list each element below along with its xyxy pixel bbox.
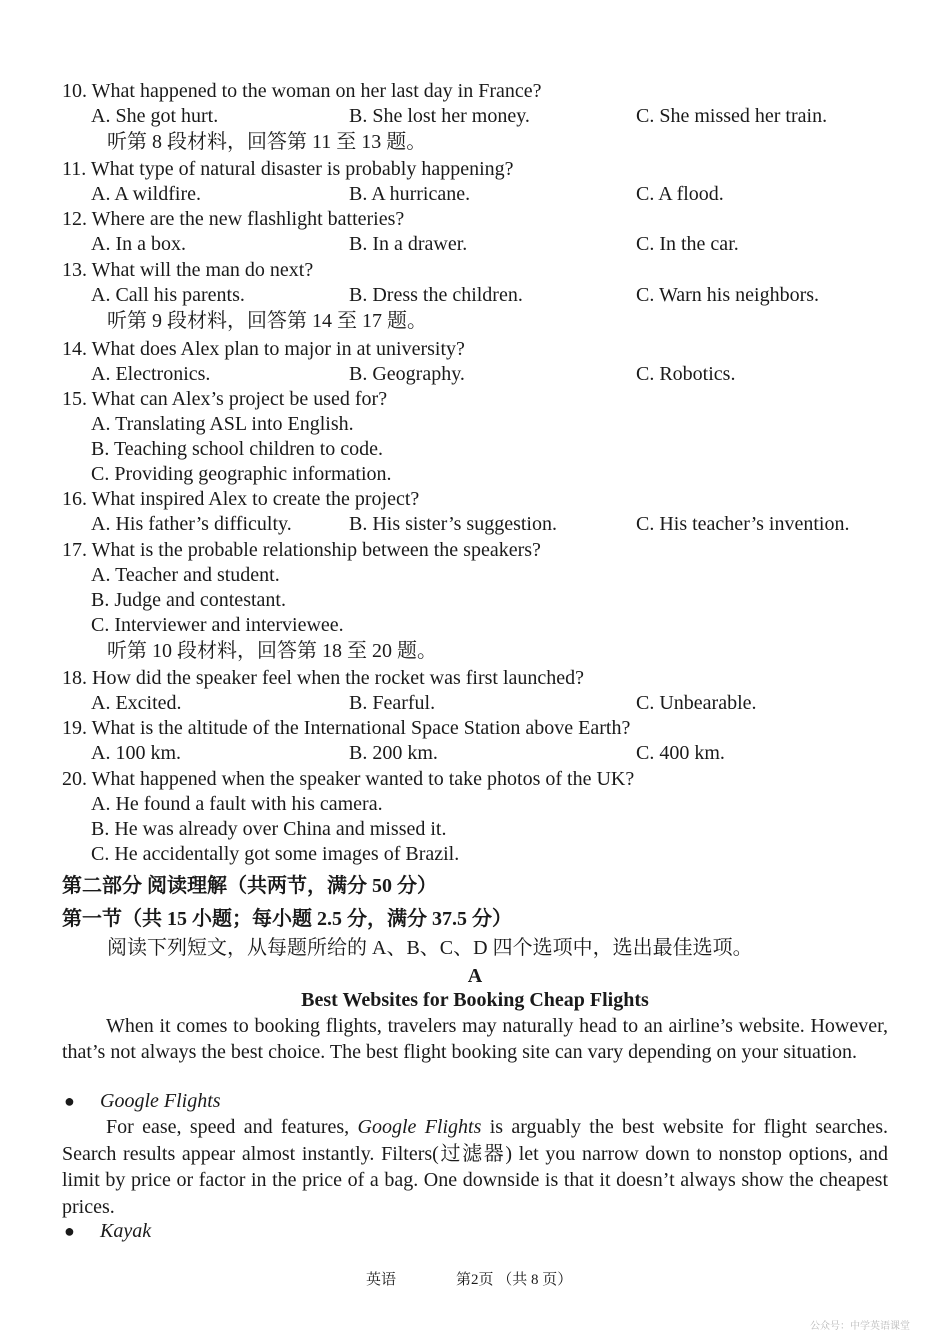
question-13-option-b: B. Dress the children. — [349, 284, 523, 306]
question-11-option-c: C. A flood. — [636, 183, 724, 205]
question-16-option-c: C. His teacher’s invention. — [636, 513, 850, 535]
question-14-option-c: C. Robotics. — [636, 363, 736, 385]
question-12-stem: 12. Where are the new flashlight batteries? — [62, 208, 405, 230]
question-12-option-c: C. In the car. — [636, 233, 739, 255]
description-lead: For ease, speed and features, — [106, 1116, 358, 1138]
question-10-stem: 10. What happened to the woman on her last day in France? — [62, 80, 542, 102]
footer-subject: 英语 — [366, 1272, 397, 1288]
question-15-option-a: A. Translating ASL into English. — [91, 413, 354, 435]
question-15-stem: 15. What can Alex’s project be used for? — [62, 388, 388, 410]
question-17-option-a: A. Teacher and student. — [91, 564, 280, 586]
instruction-section-10: 听第 10 段材料，回答第 18 至 20 题。 — [107, 640, 437, 662]
question-14-option-b: B. Geography. — [349, 363, 465, 385]
question-20-option-c: C. He accidentally got some images of Brazil. — [91, 843, 460, 865]
question-11-option-a: A. A wildfire. — [91, 183, 201, 205]
item-kayak-name: Kayak — [100, 1220, 152, 1242]
footer-page-number: 第2页 （共 8 页） — [456, 1272, 573, 1288]
question-20-option-a: A. He found a fault with his camera. — [91, 793, 383, 815]
question-19-option-c: C. 400 km. — [636, 742, 725, 764]
question-11-option-b: B. A hurricane. — [349, 183, 471, 205]
question-11-stem: 11. What type of natural disaster is probably happening? — [62, 158, 514, 180]
part-two-heading: 第二部分 阅读理解（共两节，满分 50 分） — [62, 875, 437, 897]
item-google-flights-name: Google Flights — [100, 1090, 221, 1112]
question-18-stem: 18. How did the speaker feel when the rocket was first launched? — [62, 667, 585, 689]
question-12-option-a: A. In a box. — [91, 233, 186, 255]
question-16-option-a: A. His father’s difficulty. — [91, 513, 292, 535]
item-google-flights-description — [62, 1114, 888, 1220]
question-18-option-b: B. Fearful. — [349, 692, 436, 714]
question-16-stem: 16. What inspired Alex to create the project? — [62, 488, 420, 510]
question-16-option-b: B. His sister’s suggestion. — [349, 513, 557, 535]
question-10-option-a: A. She got hurt. — [91, 105, 219, 127]
question-12-option-b: B. In a drawer. — [349, 233, 468, 255]
instruction-section-9: 听第 9 段材料，回答第 14 至 17 题。 — [107, 310, 427, 332]
question-14-option-a: A. Electronics. — [91, 363, 211, 385]
question-14-stem: 14. What does Alex plan to major in at university? — [62, 338, 465, 360]
section-one-heading: 第一节（共 15 小题；每小题 2.5 分，满分 37.5 分） — [62, 908, 512, 930]
passage-title: Best Websites for Booking Cheap Flights — [301, 989, 649, 1011]
question-13-option-a: A. Call his parents. — [91, 284, 245, 306]
watermark: 公众号：中学英语课堂 — [810, 1321, 910, 1332]
question-17-stem: 17. What is the probable relationship between the speakers? — [62, 539, 541, 561]
question-15-option-c: C. Providing geographic information. — [91, 463, 392, 485]
bullet-icon: ● — [64, 1221, 75, 1241]
bullet-icon: ● — [64, 1091, 75, 1111]
question-19-option-a: A. 100 km. — [91, 742, 181, 764]
question-10-option-c: C. She missed her train. — [636, 105, 828, 127]
question-18-option-a: A. Excited. — [91, 692, 182, 714]
question-13-option-c: C. Warn his neighbors. — [636, 284, 820, 306]
question-10-option-b: B. She lost her money. — [349, 105, 530, 127]
question-13-stem: 13. What will the man do next? — [62, 259, 314, 281]
question-15-option-b: B. Teaching school children to code. — [91, 438, 384, 460]
question-19-stem: 19. What is the altitude of the International Space Station above Earth? — [62, 717, 631, 739]
question-17-option-c: C. Interviewer and interviewee. — [91, 614, 344, 636]
passage-intro: When it comes to booking flights, travelers may naturally head to an airline’s website. However, that’s not always the best choice. The best flight booking site can vary depending on your situation. — [62, 1015, 888, 1063]
reading-directions: 阅读下列短文，从每题所给的 A、B、C、D 四个选项中，选出最佳选项。 — [107, 937, 753, 959]
description-rest: is arguably the best website for flight searches. Search results appear almost instantly. Filters(过滤器) let you narrow down to nonstop options, and limit by price or factor in the price of a bag. One downside is that it doesn’t always show the cheapest prices. — [62, 1116, 889, 1218]
description-site-name: Google Flights — [357, 1116, 482, 1138]
question-18-option-c: C. Unbearable. — [636, 692, 757, 714]
passage-letter: A — [467, 965, 483, 987]
question-20-option-b: B. He was already over China and missed it. — [91, 818, 447, 840]
question-20-stem: 20. What happened when the speaker wanted to take photos of the UK? — [62, 768, 635, 790]
instruction-section-8: 听第 8 段材料，回答第 11 至 13 题。 — [107, 131, 427, 153]
question-17-option-b: B. Judge and contestant. — [91, 589, 286, 611]
question-19-option-b: B. 200 km. — [349, 742, 438, 764]
